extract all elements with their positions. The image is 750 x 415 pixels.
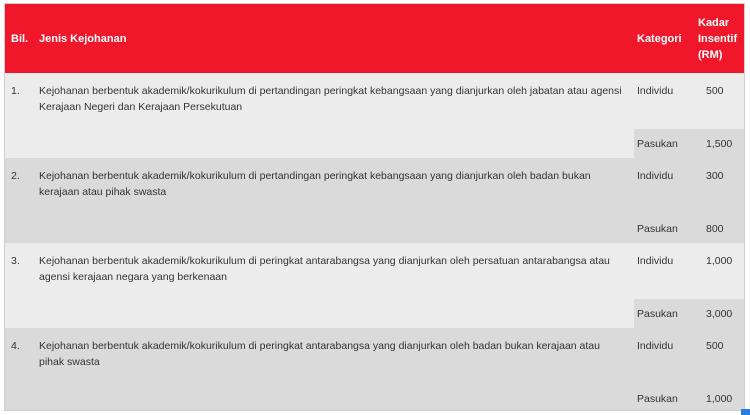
table-row [5, 73, 745, 129]
corner-indicator [741, 409, 750, 415]
row-kategori-pasukan: Pasukan [637, 222, 678, 235]
row-jenis-kejohanan: Kejohanan berbentuk akademik/kokurikulum di pertandingan peringkat kebangsaan yang dianjurkan oleh badan bukan kerajaan atau pihak swasta [39, 170, 591, 198]
row-kategori-individu: Individu [637, 170, 674, 182]
table-body [5, 73, 745, 411]
table-row [5, 328, 745, 384]
row-kadar-pasukan: 1,500 [706, 137, 733, 150]
row-kadar-individu: 500 [706, 85, 724, 97]
table-header [5, 4, 745, 73]
row-jenis-kejohanan: Kejohanan berbentuk akademik/kokurikulum di pertandingan peringkat kebangsaan yang dianjurkan oleh jabatan atau agensi Kerajaan Negeri dan Kerajaan Persekutuan [39, 85, 622, 113]
row-kategori-pasukan: Pasukan [637, 307, 678, 320]
row-kategori-individu: Individu [637, 255, 674, 267]
row-bil: 2. [11, 170, 20, 182]
row-kadar-pasukan: 1,000 [706, 392, 733, 405]
header-kadar-line1: Kadar [698, 16, 730, 29]
row-kategori-pasukan: Pasukan [637, 137, 678, 150]
row-kadar-individu: 500 [706, 340, 724, 352]
table-row [5, 243, 745, 299]
row-kadar-individu: 300 [706, 170, 724, 182]
row-kadar-pasukan: 3,000 [706, 307, 733, 320]
row-kadar-pasukan: 800 [706, 222, 724, 235]
row-jenis-kejohanan: Kejohanan berbentuk akademik/kokurikulum di peringkat antarabangsa yang dianjurkan oleh badan bukan kerajaan atau pihak swasta [39, 340, 600, 368]
incentive-table-grid [5, 4, 745, 411]
row-bil: 3. [11, 255, 20, 267]
row-bil: 4. [11, 340, 20, 352]
header-kadar-line3: (RM) [698, 48, 723, 61]
header-kadar-insentif [696, 4, 745, 73]
row-jenis-kejohanan: Kejohanan berbentuk akademik/kokurikulum di peringkat antarabangsa yang dianjurkan oleh persatuan antarabangsa atau agensi kerajaan negara yang berkenaan [39, 255, 610, 283]
row-kategori-pasukan: Pasukan [637, 392, 678, 405]
header-jenis-kejohanan: Jenis Kejohanan [39, 32, 127, 45]
row-bil: 1. [11, 85, 20, 97]
header-row [5, 4, 745, 73]
header-kategori: Kategori [637, 32, 682, 45]
row-kategori-individu: Individu [637, 340, 674, 352]
table-row [5, 158, 745, 214]
header-kadar-line2: Insentif [698, 32, 738, 45]
row-kategori-individu: Individu [637, 85, 674, 97]
header-bil: Bil. [11, 32, 29, 45]
incentive-table [4, 3, 745, 411]
row-kadar-individu: 1,000 [706, 255, 733, 267]
